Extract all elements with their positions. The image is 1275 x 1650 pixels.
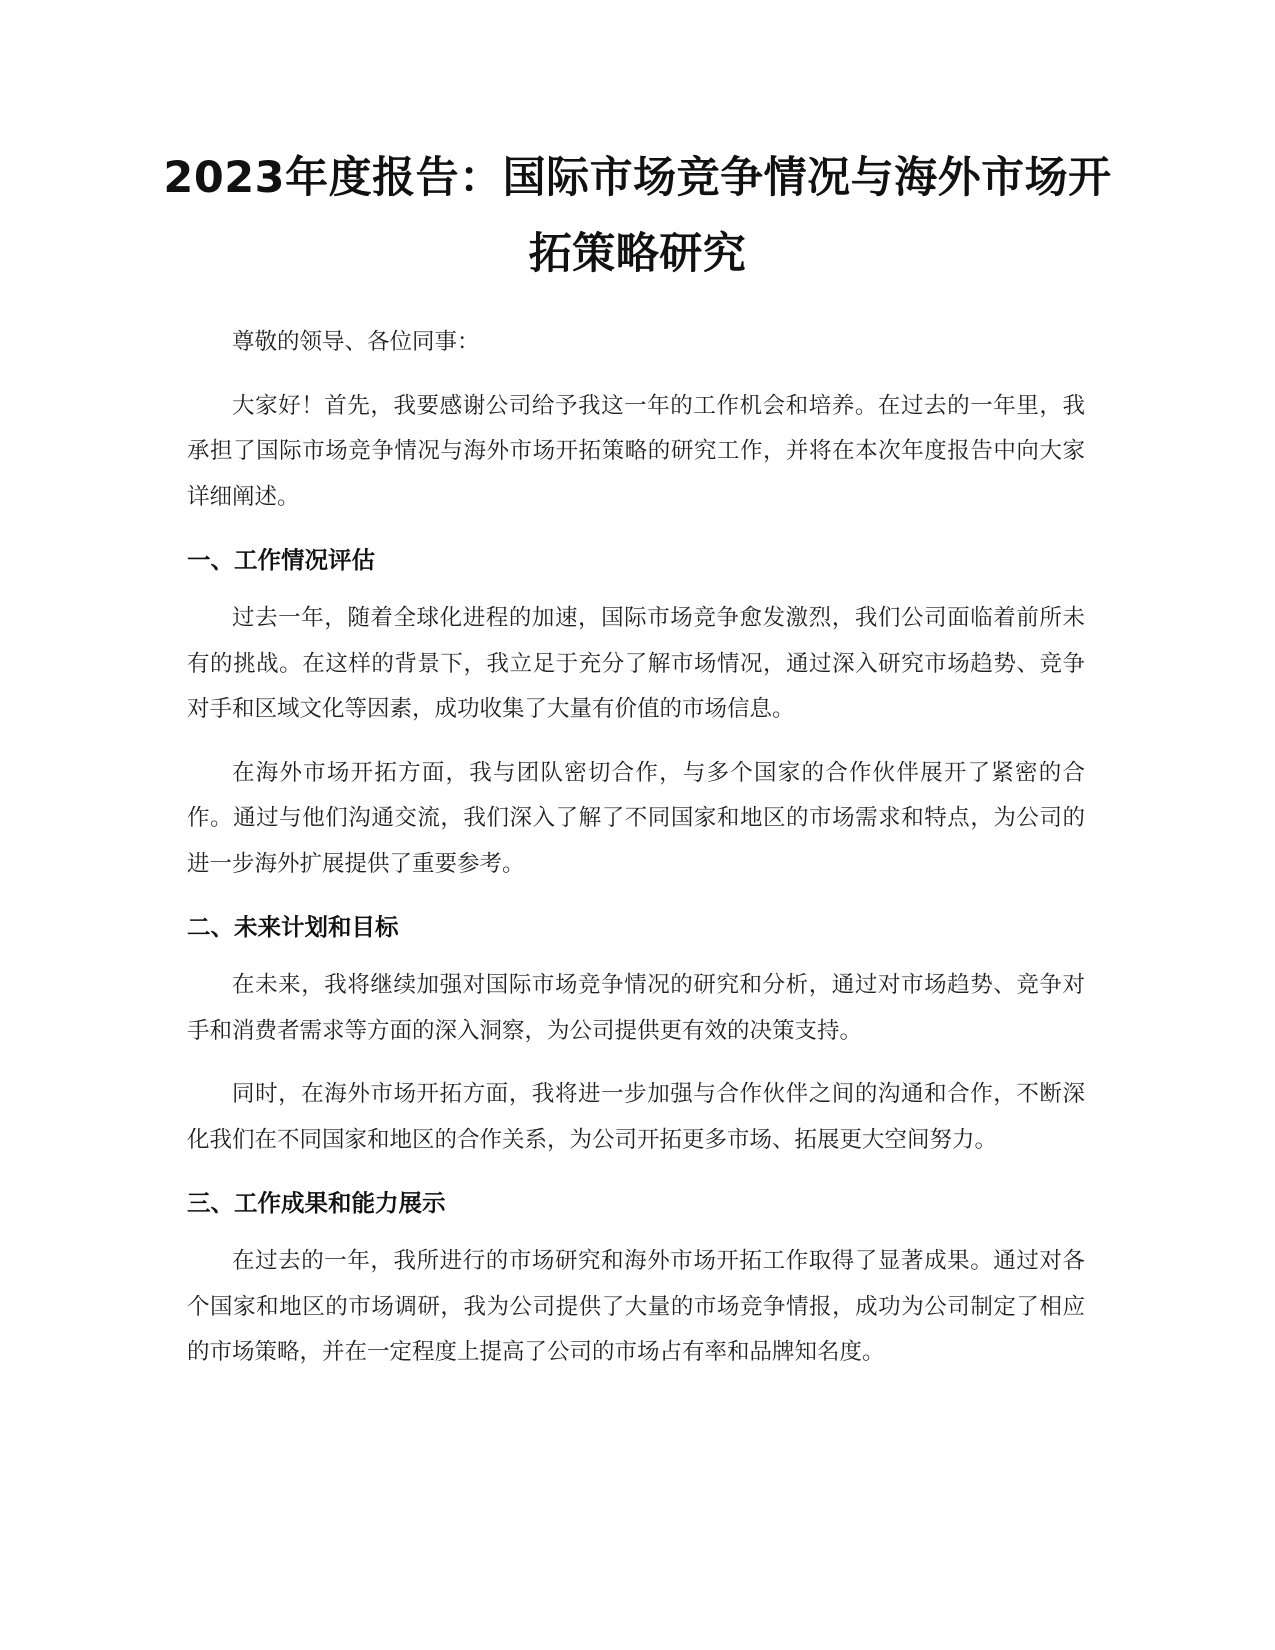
section-heading-work-evaluation: 一、工作情况评估 — [187, 546, 375, 574]
section-paragraph: 同时，在海外市场开拓方面，我将进一步加强与合作伙伴之间的沟通和合作，不断深化我们在不同国家和地区的合作关系，为公司开拓更多市场、拓展更大空间努力。 — [187, 1081, 1085, 1153]
section-heading-achievements: 三、工作成果和能力展示 — [187, 1189, 446, 1217]
document-title: 2023年度报告：国际市场竞争情况与海外市场开拓策略研究 — [163, 153, 1112, 279]
section-heading-future-plans: 二、未来计划和目标 — [187, 913, 399, 941]
section-paragraph: 在未来，我将继续加强对国际市场竞争情况的研究和分析，通过对市场趋势、竞争对手和消费者需求等方面的深入洞察，为公司提供更有效的决策支持。 — [187, 972, 1085, 1044]
section-paragraph: 过去一年，随着全球化进程的加速，国际市场竞争愈发激烈，我们公司面临着前所未有的挑战。在这样的背景下，我立足于充分了解市场情况，通过深入研究市场趋势、竞争对手和区域文化等因素，成功收集了大量有价值的市场信息。 — [187, 605, 1085, 722]
greeting-paragraph: 尊敬的领导、各位同事： — [232, 329, 480, 355]
section-paragraph: 在过去的一年，我所进行的市场研究和海外市场开拓工作取得了显著成果。通过对各个国家和地区的市场调研，我为公司提供了大量的市场竞争情报，成功为公司制定了相应的市场策略，并在一定程度上提高了公司的市场占有率和品牌知名度。 — [187, 1248, 1085, 1365]
document-body — [187, 320, 1085, 1394]
intro-paragraph: 大家好！首先，我要感谢公司给予我这一年的工作机会和培养。在过去的一年里，我承担了国际市场竞争情况与海外市场开拓策略的研究工作，并将在本次年度报告中向大家详细阐述。 — [187, 392, 1085, 510]
section-paragraph: 在海外市场开拓方面，我与团队密切合作，与多个国家的合作伙伴展开了紧密的合作。通过与他们沟通交流，我们深入了解了不同国家和地区的市场需求和特点，为公司的进一步海外扩展提供了重要参考。 — [187, 759, 1085, 877]
